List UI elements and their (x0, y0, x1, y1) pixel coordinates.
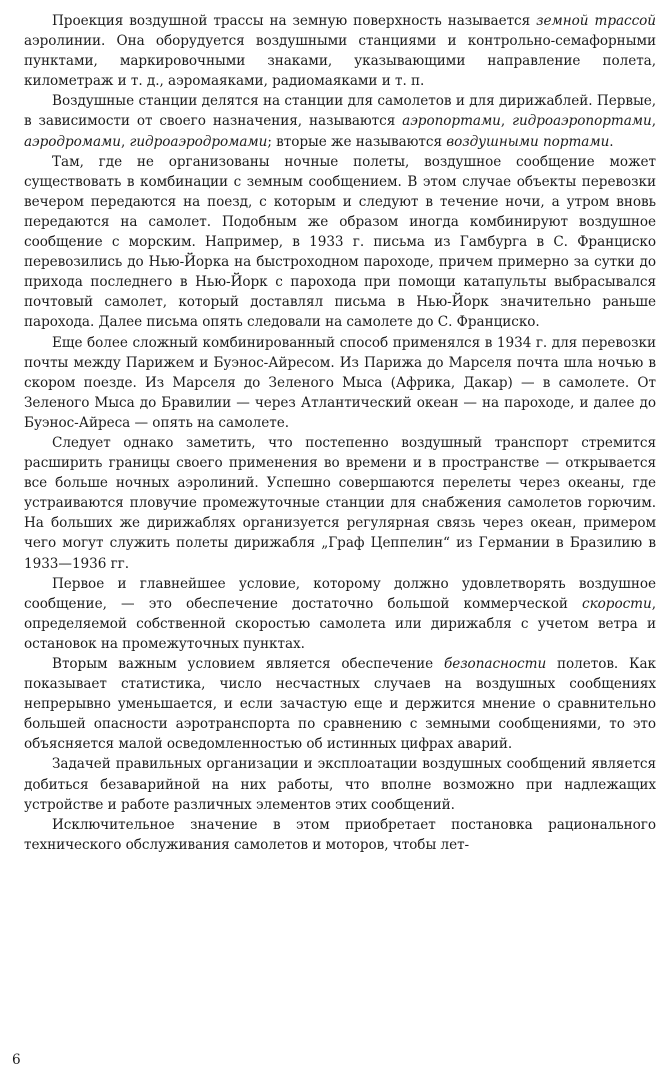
text-run: Задачей правильных организации и эксплоатации воздушных сообщений является добиться безаварийной на них работы, что вполне возможно при надлежащих устройстве и работе различных элементов этих сообщений. (24, 756, 656, 813)
text-run: Проекция воздушной трассы на земную поверхность называется (52, 13, 537, 29)
italic-term: скорости (582, 595, 652, 612)
text-run: полетов. Как показывает статистика, число несчастных случаев на воздушных сообщениях непрерывно уменьшается, и если зачастую еще и держится мнение о сравнительно большей опасности аэротранспорта по сравнению с земными сообщениями, то это объясняется малой осведомленностью об истинных цифрах аварий. (24, 656, 656, 753)
italic-term: аэродромами (24, 133, 121, 150)
paragraph-9 (24, 815, 656, 855)
italic-term: земной трассой (536, 13, 657, 29)
text-run: , (651, 113, 656, 130)
italic-term: гидроаэродромами (129, 133, 268, 150)
page-number: 6 (12, 1052, 21, 1068)
text-run: Первое и главнейшее условие, которому должно удовлетворять воздушное сообщение, — это обеспечение достаточно большой коммерческой (24, 575, 656, 612)
paragraph-8 (24, 754, 656, 814)
text-run: , определяемой собственной скоростью самолета или дирижабля с учетом ветра и остановок на промежуточных пунктах. (24, 595, 656, 652)
text-run: . (609, 133, 614, 150)
paragraph-1 (24, 11, 656, 91)
text-run: ; вторые же называются (267, 133, 447, 150)
italic-term: безопасности (443, 656, 547, 672)
paragraph-5 (24, 433, 656, 574)
body-text (24, 11, 656, 855)
text-run: Исключительное значение в этом приобретает постановка рационального технического обслуживания самолетов и моторов, чтобы лет- (24, 816, 656, 853)
italic-term: аэропортами (402, 113, 501, 130)
text-run: Следует однако заметить, что постепенно воздушный транспорт стремится расширить границы своего применения во времени и в пространстве — открывается все больше ночных аэролиний. Успешно совершаются перелеты через океаны, где устраиваются пловучие промежуточные станции для снабжения самолетов горючим. На больших же дирижаблях организуется регулярная связь через океан, примером чего могут служить полеты дирижабля „Граф Цеппелин“ из Германии в Бразилию в 1933—1936 гг. (24, 434, 656, 572)
paragraph-6 (24, 574, 656, 654)
text-run: , (120, 133, 130, 150)
text-run: Вторым важным условием является обеспечение (52, 656, 444, 672)
paragraph-4 (24, 333, 656, 433)
paragraph-7 (24, 654, 656, 754)
text-run: Воздушные станции делятся на станции для самолетов и для дирижаблей. Первые, в зависимости от своего назначения, называются (24, 93, 656, 130)
italic-term: воздушными портами (446, 133, 610, 150)
text-run: , (500, 113, 513, 130)
paragraph-3 (24, 152, 656, 333)
text-run: Еще более сложный комбинированный способ применялся в 1934 г. для перевозки почты между Парижем и Буэнос-Айресом. Из Парижа до Марселя почта шла ночью в скором поезде. Из Марселя до Зеленого Мыса (Африка, Дакар) — в самолете. От Зеленого Мыса до Бравилии — через Атлантический океан — на пароходе, и далее до Буэнос-Айреса — опять на самолете. (24, 334, 656, 431)
text-run: Там, где не организованы ночные полеты, воздушное сообщение может существовать в комбинации с земным сообщением. В этом случае объекты перевозки вечером передаются на поезд, с которым и следуют в течение ночи, а утром вновь передаются на самолет. Подобным же образом иногда комбинируют воздушное сообщение с морским. Например, в 1933 г. письма из Гамбурга в С. Франциско перевозились до Нью-Йорка на быстроходном пароходе, причем примерно за сутки до прихода последнего в Нью-Йорк с парохода при помощи катапульты выбрасывался почтовый самолет, который доставлял письма в Нью-Йорк значительно раньше парохода. Далее письма опять следовали на самолете до С. Франциско. (24, 153, 656, 331)
italic-term: гидроаэропортами (512, 113, 652, 130)
paragraph-2 (24, 91, 656, 151)
text-run: аэролинии. Она оборудуется воздушными станциями и контрольно-семафорными пунктами, маркировочными знаками, указывающими направление полета, километраж и т. д., аэромаяками, радиомаяками и т. п. (24, 33, 656, 90)
